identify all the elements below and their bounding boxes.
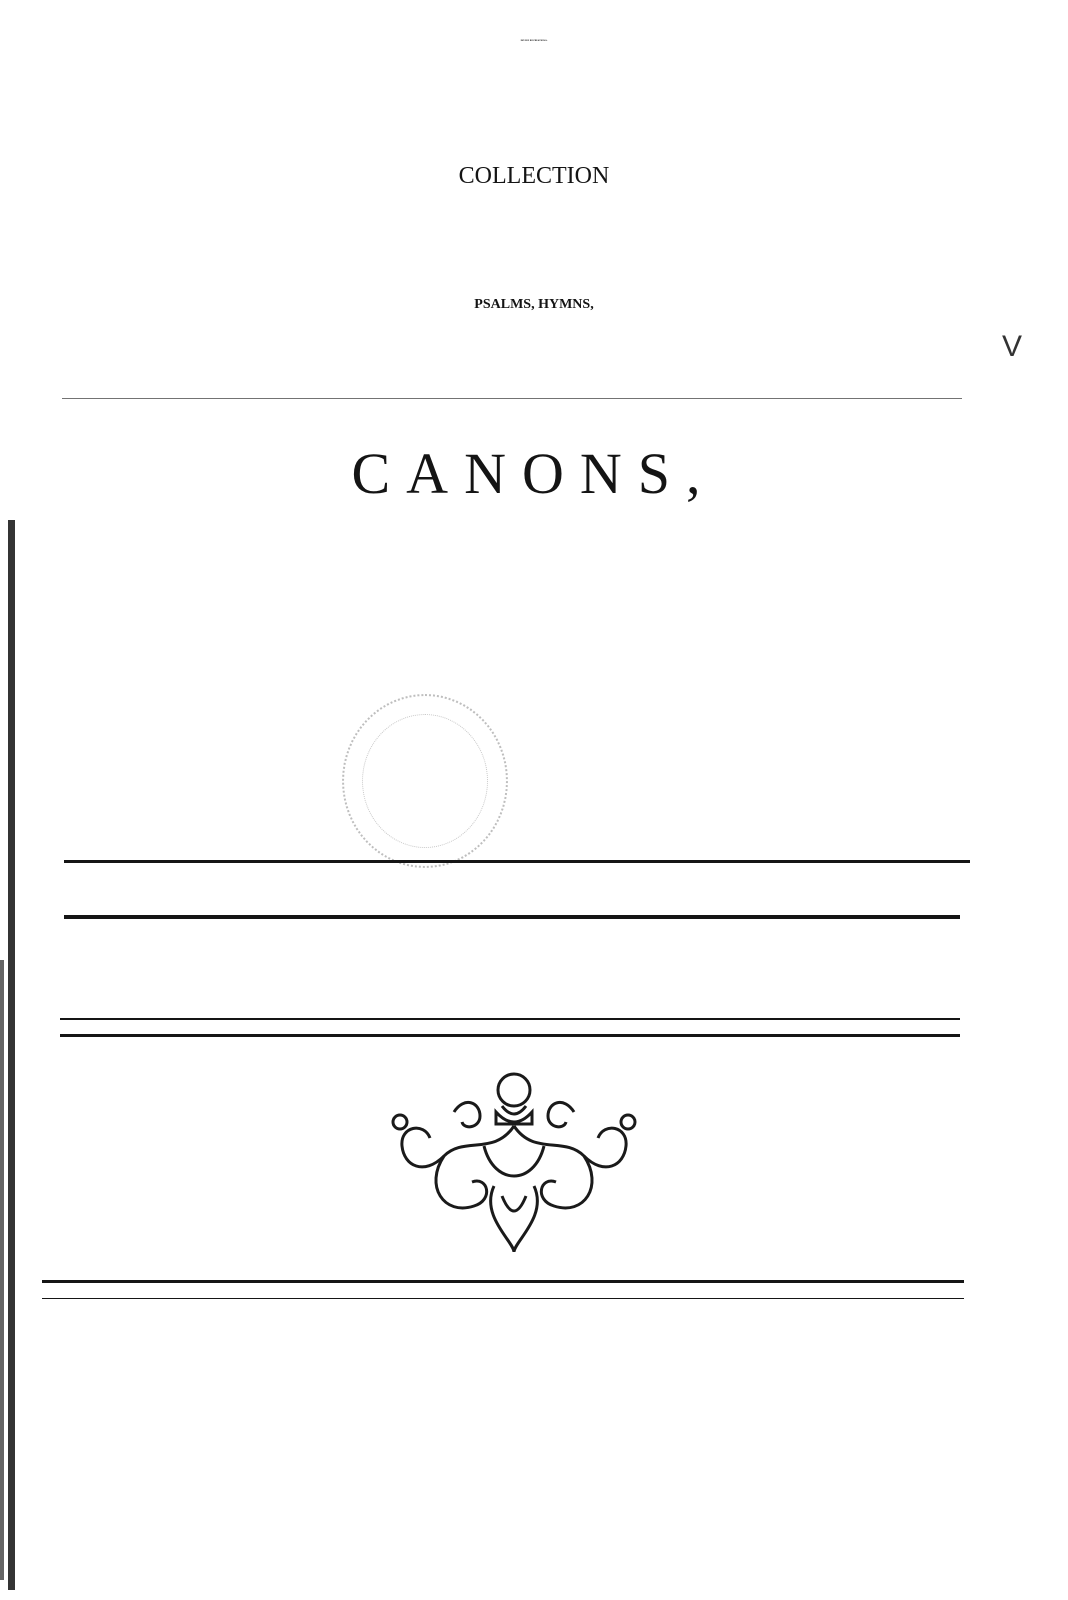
rule-under-psalms [62, 398, 962, 399]
subtitle-canons: CANONS, [351, 441, 717, 506]
book-title: DIVINE RECREATIONS: [520, 40, 548, 42]
subtitle-psalms-hymns: PSALMS, HYMNS, [474, 297, 594, 312]
marginal-mark: V [1002, 330, 1023, 363]
rule-1 [64, 860, 970, 863]
cherub-scroll-ornament-icon [384, 1066, 644, 1256]
rule-2 [64, 915, 960, 919]
library-stamp-icon [342, 694, 508, 868]
page-edge-shadow [8, 520, 15, 1590]
rule-3 [60, 1018, 960, 1020]
rule-6 [42, 1298, 964, 1299]
page-edge-shadow-outer [0, 960, 4, 1580]
subtitle-collection: COLLECTION [458, 163, 610, 189]
rule-5 [42, 1280, 964, 1283]
rule-4 [60, 1034, 960, 1037]
